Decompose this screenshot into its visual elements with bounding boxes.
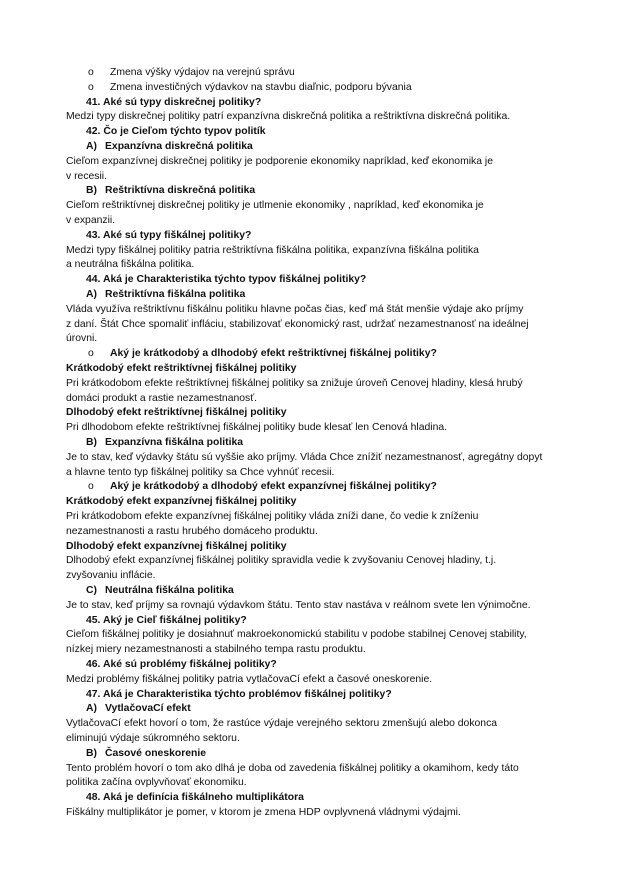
subsection-heading <box>86 140 253 153</box>
subsection-title: Expanzívna fiškálna politika <box>105 437 244 448</box>
paragraph-line: Fiškálny multiplikátor je pomer, v ktorom je zmena HDP ovplyvnená vládnymi výdajmi. <box>66 807 461 818</box>
bullet-question <box>88 347 437 360</box>
bullet-text: Zmena výšky výdajov na verejnú správu <box>110 67 295 78</box>
paragraph-line: Cieľom reštriktívnej diskrečnej politiky je utlmenie ekonomiky , napríklad, keď ekonomika je <box>66 200 484 212</box>
bullet-marker: o <box>88 81 94 93</box>
effect-heading: Dlhodobý efekt expanzívnej fiškálnej politiky <box>66 540 287 552</box>
effect-heading: Dlhodobý efekt reštriktívnej fiškálnej politiky <box>66 407 287 419</box>
effect-heading: Krátkodobý efekt reštriktívnej fiškálnej politiky <box>66 363 297 374</box>
paragraph-line: Pri dlhodobom efekte reštriktívnej fiškálnej politiky bude klesať len Cenová hladina. <box>66 422 448 434</box>
subsection-heading <box>86 184 255 197</box>
paragraph-line: Je to stav, keď príjmy sa rovnajú výdavkom štátu. Tento stav nastáva v reálnom svete len výnimočne. <box>66 599 531 611</box>
paragraph-line: Cieľom fiškálnej politiky je dosiahnuť makroekonomickú stabilitu v podobe stabilnej Cenovej stability, <box>66 629 527 641</box>
subsection-heading <box>86 584 234 597</box>
bullet-text: Aký je krátkodobý a dlhodobý efekt expanzívnej fiškálnej politiky? <box>110 481 437 493</box>
bullet-marker: o <box>88 67 94 78</box>
paragraph-line: nízkej miery nezamestnanosti a stabilného tempa rastu produktu. <box>66 644 366 656</box>
bullet-marker: o <box>88 481 94 493</box>
subsection-title: Reštriktívna fiškálna politika <box>105 289 246 300</box>
paragraph-line: Dlhodobý efekt expanzívnej fiškálnej politiky spravidla vedie k zvyšovaniu Cenovej hladiny, t.j. <box>66 555 497 567</box>
question-heading: 44. Aká je Charakteristika týchto typov fiškálnej politiky? <box>86 274 367 286</box>
subsection-marker: A) <box>86 289 97 300</box>
subsection-title: Expanzívna diskrečná politika <box>105 141 253 152</box>
paragraph-line: v recesii. <box>66 170 107 182</box>
subsection-title: VytlačovaCí efekt <box>105 703 191 715</box>
subsection-heading <box>86 747 206 760</box>
paragraph-line: zvyšovaniu inflácie. <box>66 570 156 582</box>
paragraph-line: úrovni. <box>66 333 98 345</box>
paragraph-line: Medzi typy diskrečnej politiky patrí expanzívna diskrečná politika a reštriktívna diskrečná politika. <box>66 111 511 123</box>
paragraph-line: Tento problém hovorí o tom ako dlhá je doba od zavedenia fiškálnej politiky a okamihom, kedy táto <box>66 762 519 774</box>
paragraph-line: nezamestnanosti a rastu hrubého domáceho produktu. <box>66 525 318 537</box>
paragraph-line: Je to stav, keď výdavky štátu sú vyššie ako príjmy. Vláda Chce znížiť nezamestnanosť, agregátny dopyt <box>66 451 543 463</box>
subsection-marker: A) <box>86 703 97 715</box>
subsection-marker: C) <box>86 585 97 596</box>
subsection-heading <box>86 436 243 449</box>
subsection-title: Neutrálna fiškálna politika <box>105 585 234 596</box>
bullet-item <box>88 81 412 94</box>
subsection-marker: B) <box>86 747 97 759</box>
paragraph-line: Medzi typy fiškálnej politiky patria reštriktívna fiškálna politika, expanzívna fiškálna politika <box>66 244 479 256</box>
paragraph-line: Cieľom expanzívnej diskrečnej politiky je podporenie ekonomiky napríklad, keď ekonomika je <box>66 155 493 167</box>
subsection-heading <box>86 288 245 301</box>
subsection-title: Časové oneskorenie <box>105 747 207 759</box>
paragraph-line: eliminujú výdaje súkromného sektoru. <box>66 733 240 744</box>
paragraph-line: a hlavne tento typ fiškálnej politiky sa Chce vyhnúť recesii. <box>66 466 335 478</box>
paragraph-line: a neutrálna fiškálna politika. <box>66 259 195 271</box>
subsection-heading <box>86 702 191 715</box>
paragraph-line: v expanzii. <box>66 215 116 226</box>
question-heading: 47. Aká je Charakteristika týchto problémov fiškálnej politiky? <box>86 688 392 700</box>
paragraph-line: domáci produkt a rastie nezamestnanosť. <box>66 392 258 404</box>
paragraph-line: Pri krátkodobom efekte expanzívnej fiškálnej politiky vláda zníži dane, čo vedie k zníženiu <box>66 511 479 522</box>
paragraph-line: Medzi problémy fiškálnej politiky patria vytlačovaCí efekt a časové oneskorenie. <box>66 673 433 685</box>
paragraph-line: z daní. Štát Chce spomaliť infláciu, stabilizovať ekonomický rast, udržať nezamestnanosť na ideálnej <box>66 318 529 330</box>
subsection-marker: B) <box>86 185 97 197</box>
question-heading: 48. Aká je definícia fiškálneho multiplikátora <box>86 792 304 804</box>
question-heading: 43. Aké sú typy fiškálnej politiky? <box>86 229 252 241</box>
subsection-marker: A) <box>86 141 97 152</box>
bullet-question <box>88 480 437 493</box>
bullet-item <box>88 66 295 79</box>
effect-heading: Krátkodobý efekt expanzívnej fiškálnej politiky <box>66 496 297 508</box>
bullet-text: Zmena investičných výdavkov na stavbu diaľnic, podporu bývania <box>110 81 412 93</box>
question-heading: 42. Čo je Cieľom týchto typov politík <box>86 126 266 138</box>
paragraph-line: VytlačovaCí efekt hovorí o tom, že rastúce výdaje verejného sektoru zmenšujú alebo dokonca <box>66 718 498 730</box>
question-heading: 45. Aký je Cieľ fiškálnej politiky? <box>86 614 247 626</box>
subsection-title: Reštriktívna diskrečná politika <box>105 185 256 197</box>
question-heading: 41. Aké sú typy diskrečnej politiky? <box>86 96 262 108</box>
paragraph-line: Vláda využíva reštriktívnu fiškálnu politiku hlavne počas čias, keď má štát menšie výdaje ako príjmy <box>66 303 524 315</box>
question-heading: 46. Aké sú problémy fiškálnej politiky? <box>86 659 277 670</box>
subsection-marker: B) <box>86 437 97 448</box>
bullet-marker: o <box>88 348 94 360</box>
paragraph-line: politika začína ovplyvňovať ekonomiku. <box>66 777 247 789</box>
bullet-text: Aký je krátkodobý a dlhodobý efekt reštriktívnej fiškálnej politiky? <box>110 348 437 360</box>
paragraph-line: Pri krátkodobom efekte reštriktívnej fiškálnej politiky sa znižuje úroveň Cenovej hladiny, klesá hrubý <box>66 377 523 389</box>
